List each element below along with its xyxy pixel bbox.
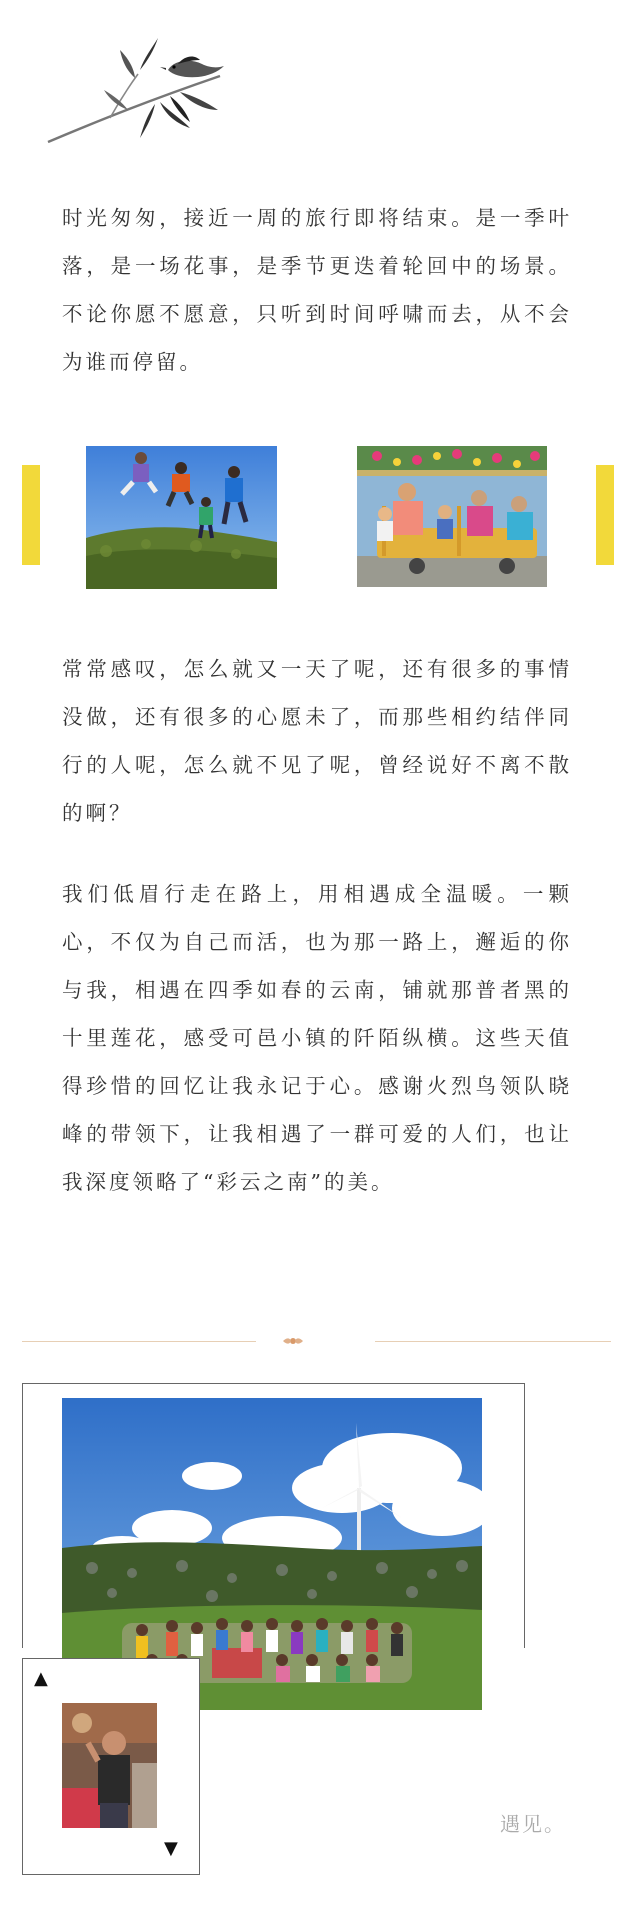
reflection-paragraph: 常常感叹，怎么就又一天了呢，还有很多的事情没做，还有很多的心愿未了，而那些相约结伴同行的人呢，怎么就不见了呢，曾经说好不离不散的啊？	[62, 657, 572, 825]
bamboo-bird-icon	[40, 30, 230, 150]
triangle-up-icon[interactable]: ▲	[34, 1668, 48, 1689]
divider-right	[375, 1341, 611, 1342]
jumping-children-photo	[86, 446, 277, 589]
triangle-down-icon[interactable]: ▼	[164, 1838, 178, 1859]
caption-text: 遇见。	[500, 1812, 566, 1836]
portrait-photo	[62, 1703, 157, 1828]
intro-paragraph: 时光匆匆，接近一周的旅行即将结束。是一季叶落，是一场花事，是季节更迭着轮回中的场景。不论你愿不愿意，只听到时间呼啸而去，从不会为谁而停留。	[62, 206, 572, 374]
gratitude-paragraph: 我们低眉行走在路上，用相遇成全温暖。一颗心，不仅为自己而活，也为那一路上，邂逅的你与我，相遇在四季如春的云南，铺就那普者黑的十里莲花，感受可邑小镇的阡陌纵横。这些天值得珍惜的回忆让我永记于心。感谢火烈鸟领队晓峰的带领下，让我相遇了一群可爱的人们，也让我深度领略了“彩云之南”的美。	[62, 882, 572, 1194]
flower-ornament-icon	[281, 1333, 305, 1349]
accent-bar-right	[596, 465, 614, 565]
accent-bar-left	[22, 465, 40, 565]
family-cart-photo	[357, 446, 547, 587]
divider-left	[22, 1341, 256, 1342]
